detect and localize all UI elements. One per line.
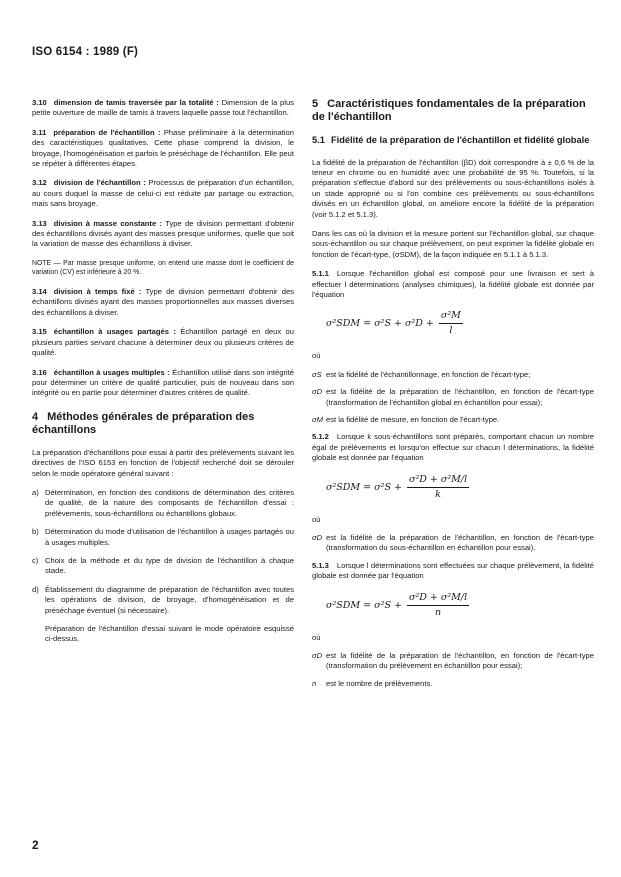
list-item (32, 527, 294, 548)
left-column (32, 98, 294, 653)
symbol-definition (312, 533, 594, 554)
term-body: Dimension de la plus petite ouverture de maille de tamis à travers laquelle passe tout l'échantillon. (32, 98, 294, 118)
list-item-label: a) (32, 487, 39, 497)
list-item-label: d) (32, 584, 39, 594)
section-5-1-heading (312, 135, 594, 147)
term-title: échantillon à usages multiples : (53, 367, 170, 377)
list-item (32, 556, 294, 577)
list-item (32, 488, 294, 519)
equation-3-lhs: σ²SDM = σ²S + (326, 599, 402, 611)
term-definition (32, 128, 294, 170)
symbol-definition (312, 415, 594, 425)
symbol: σD (312, 533, 323, 543)
term-definition (32, 327, 294, 358)
term-title: préparation de l'échantillon : (53, 127, 161, 137)
equation-1-numerator: σ²M (439, 309, 463, 324)
term-title: division de l'échantillon : (53, 178, 146, 188)
equation-2-numerator: σ²D + σ²M/l (407, 473, 469, 488)
section-5-1-2-number: 5.1.2 (312, 432, 329, 442)
equation-3-denominator: n (434, 606, 442, 618)
term-number: 3.13 (32, 218, 47, 228)
list-item-text: Détermination, en fonction des conditions de détermination des critères de qualité, de la nature des composants de l'échantillon d'essai : prélèvements, sous-échantillons ou échantillons globaux. (45, 487, 294, 518)
section-4-title: Méthodes générales de préparation des échantillons (32, 410, 255, 436)
section-4-intro: La préparation d'échantillons pour essai à partir des prélèvements suivant les directives de l'ISO 6153 en fonction de l'objectif recherché doit se dérouler selon le mode opératoire général suivant : (32, 447, 294, 478)
section-5-number: 5 (312, 98, 319, 110)
term-definition (32, 368, 294, 399)
term-number: 3.10 (32, 98, 47, 107)
equation-1-denominator: l (449, 325, 453, 337)
list-item-text: Détermination du mode d'utilisation de l'échantillon à usages partagés ou à usages multiples. (45, 527, 294, 547)
section-5-1-3-number: 5.1.3 (312, 560, 329, 570)
equation-2-lhs: σ²SDM = σ²S + (326, 481, 402, 493)
list-item-text: Choix de la méthode et du type de division de l'échantillon à chaque stade. (45, 555, 294, 576)
note-3-13: NOTE — Par masse presque uniforme, on entend une masse dont le coefficient de variation (CV) est inférieure à 20 %. (32, 259, 294, 277)
symbol-description: est la fidélité de la préparation de l'échantillon, en fonction de l'écart-type (transformation de l'échantillon global en échantillon pour essai); (326, 387, 594, 407)
right-column (312, 98, 594, 696)
symbol-description: est la fidélité de l'échantillonnage, en fonction de l'écart-type; (326, 369, 531, 379)
page-number: 2 (32, 838, 39, 852)
equation-1 (312, 309, 594, 343)
section-5-1-3-text: Lorsque l déterminations sont effectuées sur chaque prélèvement, la fidélité globale est donnée par l'équation (312, 560, 594, 581)
section-5-1-1-number: 5.1.1 (312, 269, 329, 279)
term-body: Processus de préparation d'un échantillon, au cours duquel la masse de celui-ci est réduite par partage ou extraction, mais sans broyage. (32, 178, 294, 209)
document-header: ISO 6154 : 1989 (F) (32, 46, 139, 58)
term-definition (32, 178, 294, 209)
term-number: 3.14 (32, 287, 47, 297)
equation-3-numerator: σ²D + σ²M/l (407, 591, 469, 606)
term-number: 3.12 (32, 178, 47, 188)
section-5-1-3 (312, 561, 594, 582)
term-title: division à masse constante : (53, 218, 163, 228)
term-title: échantillon à usages partagés : (53, 327, 176, 337)
symbol-description: est la fidélité de la préparation de l'échantillon, en fonction de l'écart-type (transformation du prélèvement en échantillon pour essai); (326, 651, 594, 671)
term-definition (32, 287, 294, 318)
term-definition (32, 219, 294, 250)
symbol-definition (312, 651, 594, 672)
term-body: Type de division permettant d'obtenir des échantillons divisés ayant des masses proportionnelles aux masses diverses des échantillons à diviser. (32, 287, 294, 317)
section-5-title: Caractéristiques fondamentales de la préparation de l'échantillon (312, 98, 586, 123)
symbol: σM (312, 415, 323, 424)
symbol: σD (312, 651, 323, 661)
term-definition (32, 98, 294, 119)
symbol-description: est le nombre de prélèvements. (326, 678, 433, 688)
equation-2-denominator: k (435, 488, 441, 500)
section-5-1-2 (312, 432, 594, 463)
equation-3 (312, 591, 594, 625)
symbol-definition (312, 370, 594, 380)
section-5-1-title: Fidélité de la préparation de l'échantillon et fidélité globale (330, 135, 590, 145)
term-title: dimension de tamis traversée par la totalité : (53, 98, 219, 107)
list-item-label: c) (32, 555, 39, 565)
section-5-1-1-text: Lorsque l'échantillon global est composé pour une livraison et sert à effectuer l déterminations (analyses chimiques), la fidélité globale est donnée par l'équation (312, 269, 594, 299)
list-item-text: Établissement du diagramme de préparation de l'échantillon avec toutes les opérations de division, de broyage, d'homogénéisation et de préséchage éventuel (si nécessaire). (45, 584, 294, 615)
term-number: 3.15 (32, 327, 47, 337)
equation-1-lhs: σ²SDM = σ²S + σ²D + (326, 318, 434, 330)
where-label-1: où (312, 351, 321, 361)
term-body: Phase préliminaire à la détermination des caractéristiques qualitatives. Cette phase comprend la division, le broyage, l'homogénéisation et parfois le préséchage de l'échantillon. Elle peut se répéter à différentes étapes. (32, 127, 294, 169)
term-body: Type de division permettant d'obtenir des échantillons divisés ayant des masses presque uniformes, quelle que soit la variation de masse des échantillons à diviser. (32, 218, 294, 249)
term-number: 3.11 (32, 127, 47, 137)
where-label-3: où (312, 632, 321, 642)
term-body: Échantillon utilisé dans son intégrité pour déterminer un critère de qualité particulier, puis de nouveau dans son intégrité ou en partie pour déterminer d'autres critères de qualité. (32, 367, 294, 398)
section-5-1-2-text: Lorsque k sous-échantillons sont préparés, comportant chacun un nombre égal de prélèvements et lorsqu'on effectue sur chacun l déterminations, la fidélité globale est donnée par l'équation (312, 432, 594, 463)
section-5-1-paragraph-2: Dans les cas où la division et la mesure portent sur l'échantillon global, sur chaque sous-échantillon ou sur chaque prélèvement, on peut exprimer la fidélité globale en fonction de l'écart-type, (σSDM), de la façon indiquée en 5.1.1 à 5.1.3. (312, 228, 594, 259)
equation-2 (312, 473, 594, 507)
symbol-description: est la fidélité de la préparation de l'échantillon, en fonction de l'écart-type (transformation du sous-échantillon en échantillon pour essai). (326, 533, 594, 553)
section-4-heading (32, 411, 294, 437)
symbol: σS (312, 369, 322, 379)
section-5-1-number: 5.1 (312, 135, 325, 145)
list-item-label: b) (32, 527, 39, 537)
symbol-definition (312, 387, 594, 408)
section-5-1-paragraph-1: La fidélité de la préparation de l'échantillon (βD) doit correspondre à ± 0,6 % de la teneur en chrome ou en humidité avec une probabilité de 95 %. Toutefois, si la préparation s'effectue d'abord sur des prélèvements ou sous-échantillons isolés à un stade approprié ou si l'on combine ces prélèvements ou sous-échantillons divisés en un échantillon global, on améliore encore la fidélité de la préparation (voir 5.1.2 et 5.1.3). (312, 157, 594, 219)
section-5-heading (312, 98, 594, 124)
section-4-number: 4 (32, 410, 39, 423)
term-number: 3.16 (32, 367, 47, 377)
section-5-1-1 (312, 269, 594, 300)
symbol-description: est la fidélité de mesure, en fonction de l'écart-type. (326, 415, 500, 424)
where-label-2: où (312, 514, 321, 524)
symbol: n (312, 678, 317, 688)
symbol: σD (312, 387, 323, 397)
term-body: Échantillon partagé en deux ou plusieurs parties servant chacune à déterminer deux ou plusieurs critères de qualité. (32, 327, 294, 358)
section-4-closing: Préparation de l'échantillon d'essai suivant le mode opératoire esquissé ci-dessus. (45, 624, 294, 644)
symbol-definition (312, 679, 594, 689)
term-title: division à temps fixé : (53, 287, 142, 297)
list-item (32, 585, 294, 616)
